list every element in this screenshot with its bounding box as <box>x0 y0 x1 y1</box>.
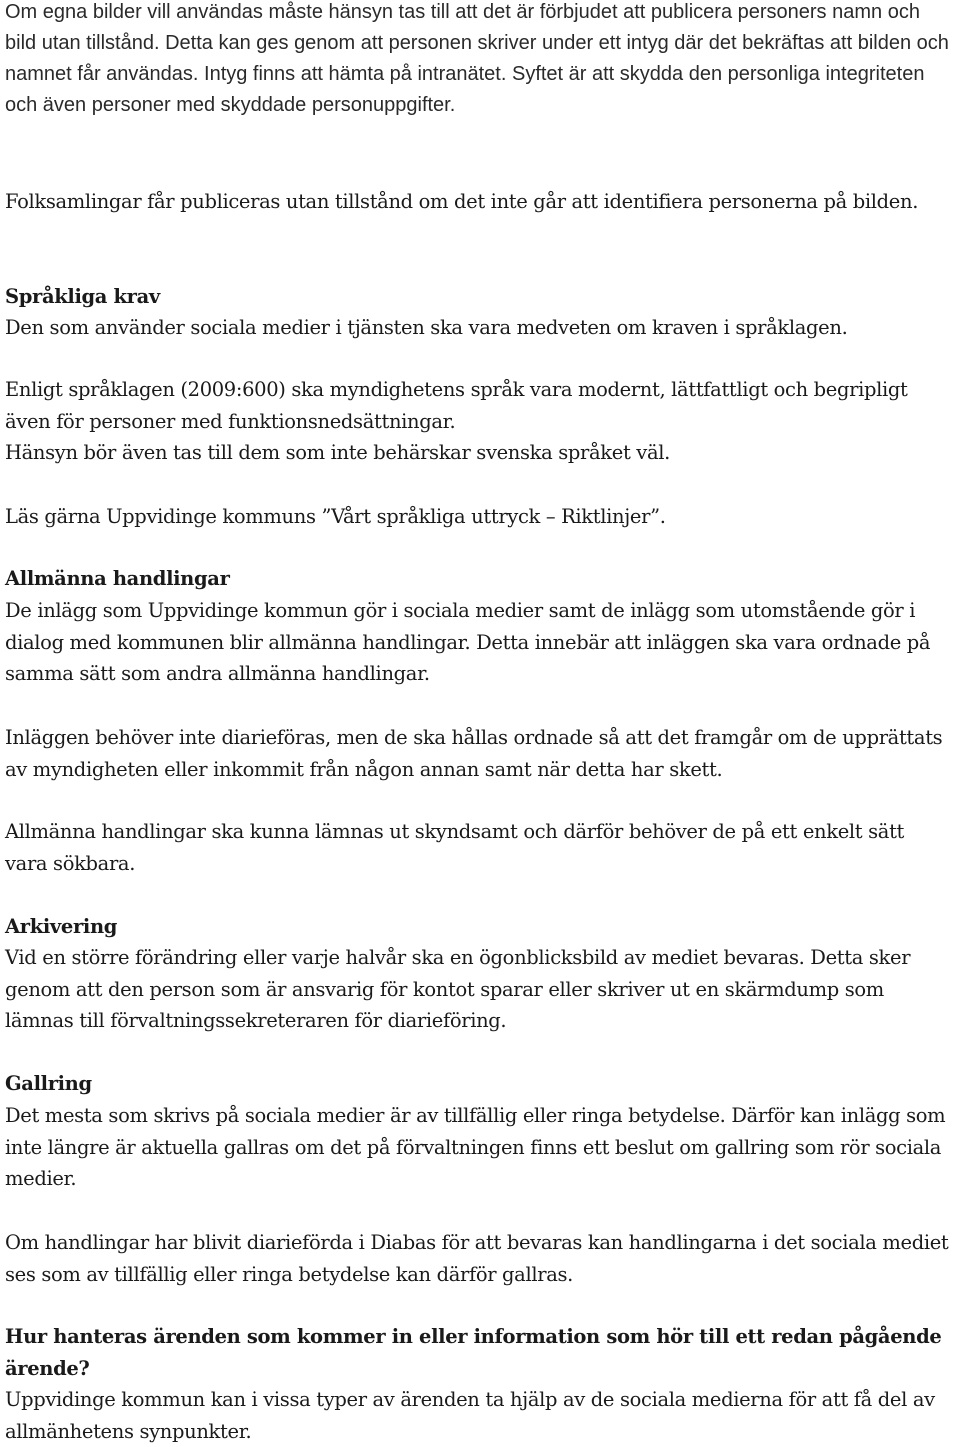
paragraph-sprakliga-krav-4: Läs gärna Uppvidinge kommuns ”Vårt språkliga uttryck – Riktlinjer”. <box>5 505 666 528</box>
intro-paragraph-crowds: Folksamlingar får publiceras utan tillstånd om det inte går att identifiera personerna på bilden. <box>5 190 919 213</box>
heading-gallring: Gallring <box>5 1072 92 1095</box>
heading-arenden: Hur hanteras ärenden som kommer in eller information som hör till ett redan pågående ärende? <box>5 1325 942 1380</box>
paragraph-sprakliga-krav-2: Enligt språklagen (2009:600) ska myndighetens språk vara modernt, lättfattligt och begripligt även för personer med funktionsnedsättningar. <box>5 378 908 433</box>
heading-arkivering: Arkivering <box>5 915 118 938</box>
paragraph-arenden-1: Uppvidinge kommun kan i vissa typer av ärenden ta hjälp av de sociala medierna för att få del av allmänhetens synpunkter. <box>5 1388 935 1443</box>
paragraph-allmanna-handlingar-1: De inlägg som Uppvidinge kommun gör i sociala medier samt de inlägg som utomstående gör i dialog med kommunen blir allmänna handlingar. Detta innebär att inläggen ska vara ordnade på samma sätt som andra allmänna handlingar. <box>5 599 931 685</box>
heading-sprakliga-krav: Språkliga krav <box>5 285 160 308</box>
paragraph-gallring-2: Om handlingar har blivit diarieförda i Diabas för att bevaras kan handlingarna i det sociala mediet ses som av tillfällig eller ringa betydelse kan därför gallras. <box>5 1231 949 1286</box>
intro-paragraph-consent: Om egna bilder vill användas måste hänsyn tas till att det är förbjudet att publicera personers namn och bild utan tillstånd. Detta kan ges genom att personen skriver under ett intyg där det bekräftas att bilden och namnet får användas. Intyg finns att hämta på intranätet. Syftet är att skydda den personliga integriteten och även personer med skyddade personuppgifter. <box>5 1 949 116</box>
paragraph-allmanna-handlingar-2: Inläggen behöver inte diarieföras, men de ska hållas ordnade så att det framgår om de upprättats av myndigheten eller inkommit från någon annan samt när detta har skett. <box>5 726 943 781</box>
paragraph-gallring-1: Det mesta som skrivs på sociala medier är av tillfällig eller ringa betydelse. Därför kan inlägg som inte längre är aktuella gallras om det på förvaltningen finns ett beslut om gallring som rör sociala medier. <box>5 1104 946 1190</box>
paragraph-sprakliga-krav-3: Hänsyn bör även tas till dem som inte behärskar svenska språket väl. <box>5 441 670 464</box>
paragraph-sprakliga-krav-1: Den som använder sociala medier i tjänsten ska vara medveten om kraven i språklagen. <box>5 316 848 339</box>
paragraph-arkivering-1: Vid en större förändring eller varje halvår ska en ögonblicksbild av mediet bevaras. Detta sker genom att den person som är ansvarig för kontot sparar eller skriver ut en skärmdump som lämnas till förvaltningssekreteraren för diarieföring. <box>5 946 911 1032</box>
paragraph-allmanna-handlingar-3: Allmänna handlingar ska kunna lämnas ut skyndsamt och därför behöver de på ett enkelt sätt vara sökbara. <box>5 820 905 875</box>
heading-allmanna-handlingar: Allmänna handlingar <box>5 567 230 590</box>
